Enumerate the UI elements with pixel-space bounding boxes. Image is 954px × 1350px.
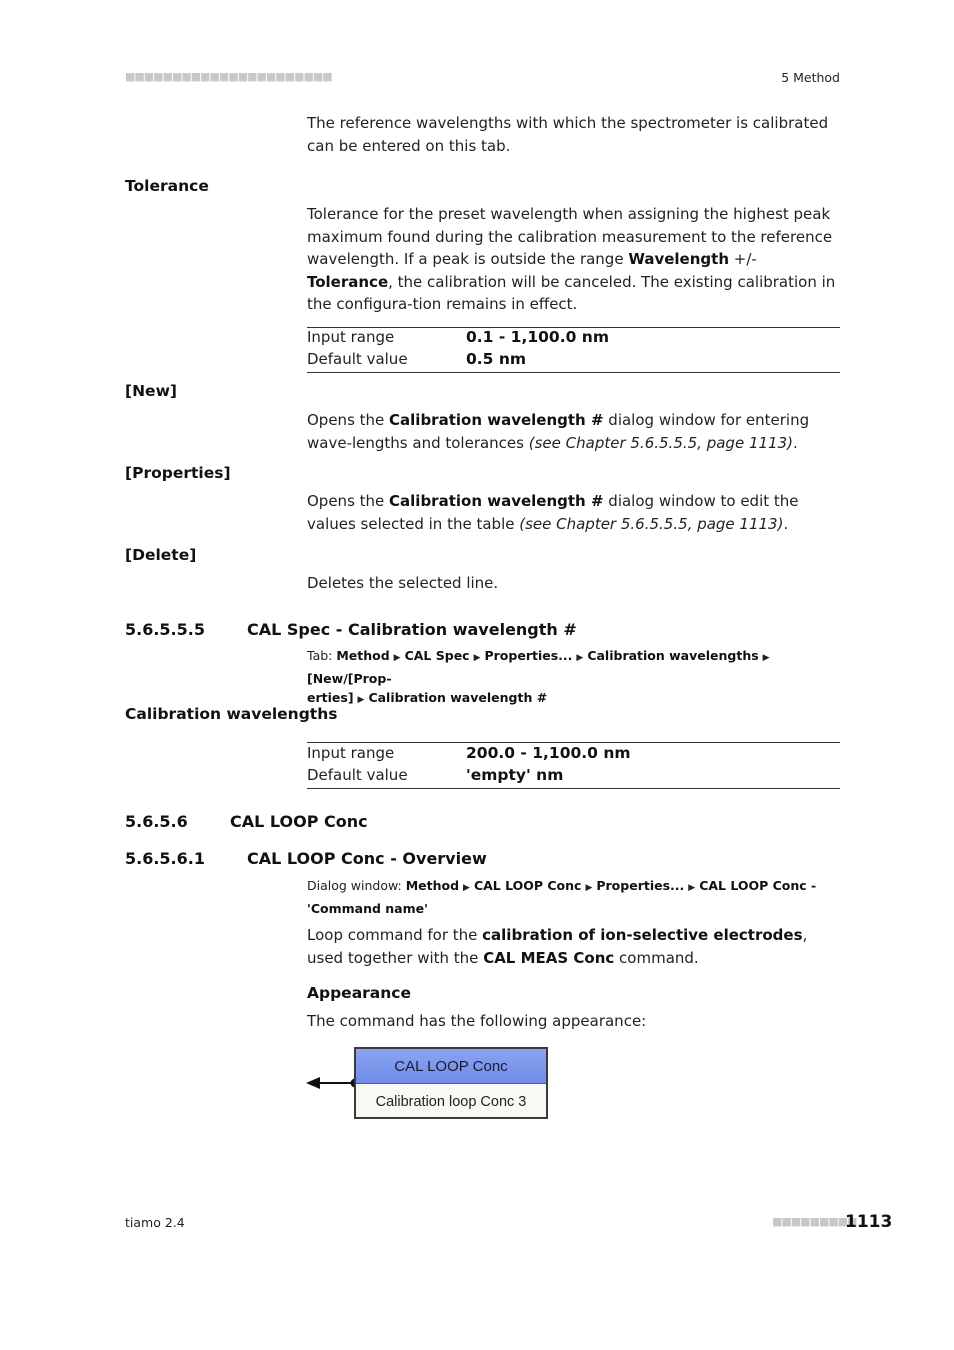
section-number-56561: 5.6.5.6.1 xyxy=(125,849,205,868)
breadcrumb-56561: Dialog window: Method ▶ CAL LOOP Conc ▶ Properties... ▶ CAL LOOP Conc - 'Command name' xyxy=(307,878,817,916)
cal-range-value: 200.0 - 1,100.0 nm xyxy=(466,744,631,762)
tolerance-table-bottom-rule xyxy=(307,372,840,373)
intro-paragraph: The reference wavelengths with which the spectrometer is calibrated can be entered on this tab. xyxy=(307,114,829,155)
new-paragraph: Opens the Calibration wavelength # dialog window for entering wave-lengths and tolerances (see Chapter 5.6.5.5.5, page 1113). xyxy=(307,411,810,452)
section-title-56561: CAL LOOP Conc - Overview xyxy=(247,849,487,868)
page-number: 1113 xyxy=(845,1212,893,1232)
cal-default-value: 'empty' nm xyxy=(466,766,564,784)
cal-table-bottom-rule xyxy=(307,788,840,789)
appearance-heading: Appearance xyxy=(307,984,411,1002)
header-squares: ■■■■■■■■■■■■■■■■■■■■■■ xyxy=(125,70,332,83)
properties-heading: [Properties] xyxy=(125,464,231,482)
command-title: CAL LOOP Conc xyxy=(356,1049,546,1084)
new-chapter-link[interactable]: (see Chapter 5.6.5.5.5, page 1113) xyxy=(528,433,793,452)
appearance-text: The command has the following appearance: xyxy=(307,1012,647,1030)
properties-paragraph: Opens the Calibration wavelength # dialog window to edit the values selected in the table (see Chapter 5.6.5.5.5, page 1113). xyxy=(307,492,799,533)
new-heading: [New] xyxy=(125,382,177,400)
section-title-55555: CAL Spec - Calibration wavelength # xyxy=(247,620,577,639)
delete-paragraph: Deletes the selected line. xyxy=(307,574,499,592)
cal-wavelengths-heading: Calibration wavelengths xyxy=(125,705,338,723)
tolerance-range-value: 0.1 - 1,100.0 nm xyxy=(466,328,609,346)
loop-arrow-icon xyxy=(304,1070,360,1096)
tolerance-default-value: 0.5 nm xyxy=(466,350,527,368)
loop-paragraph: Loop command for the calibration of ion-selective electrodes, used together with the CAL MEAS Conc command. xyxy=(307,926,808,967)
header-chapter: 5 Method xyxy=(781,70,840,85)
breadcrumb-55555: Tab: Method ▶ CAL Spec ▶ Properties... ▶ Calibration wavelengths ▶ [New/[Prop- erties] ▶ Calibration wavelength # xyxy=(307,648,770,705)
tolerance-range-label: Input range xyxy=(307,328,395,346)
tolerance-default-label: Default value xyxy=(307,350,408,368)
tolerance-paragraph: Tolerance for the preset wavelength when assigning the highest peak maximum found during the calibration measurement to the reference wavelength. If a peak is outside the range Wavelength +/- Tolerance, the calibration will be canceled. The existing calibration in the configura-tion remains in effect. xyxy=(307,205,836,313)
cal-table-top-rule xyxy=(307,742,840,743)
section-number-5656: 5.6.5.6 xyxy=(125,812,188,831)
command-name: Calibration loop Conc 3 xyxy=(375,1094,527,1110)
section-number-55555: 5.6.5.5.5 xyxy=(125,620,205,639)
footer-product: tiamo 2.4 xyxy=(125,1215,185,1230)
command-box xyxy=(354,1047,548,1119)
footer-squares: ■■■■■■■■■ xyxy=(772,1215,857,1228)
cal-default-label: Default value xyxy=(307,766,408,784)
properties-chapter-link[interactable]: (see Chapter 5.6.5.5.5, page 1113) xyxy=(519,514,784,533)
tolerance-heading: Tolerance xyxy=(125,177,209,195)
delete-heading: [Delete] xyxy=(125,546,197,564)
section-title-5656: CAL LOOP Conc xyxy=(230,812,368,831)
cal-range-label: Input range xyxy=(307,744,395,762)
